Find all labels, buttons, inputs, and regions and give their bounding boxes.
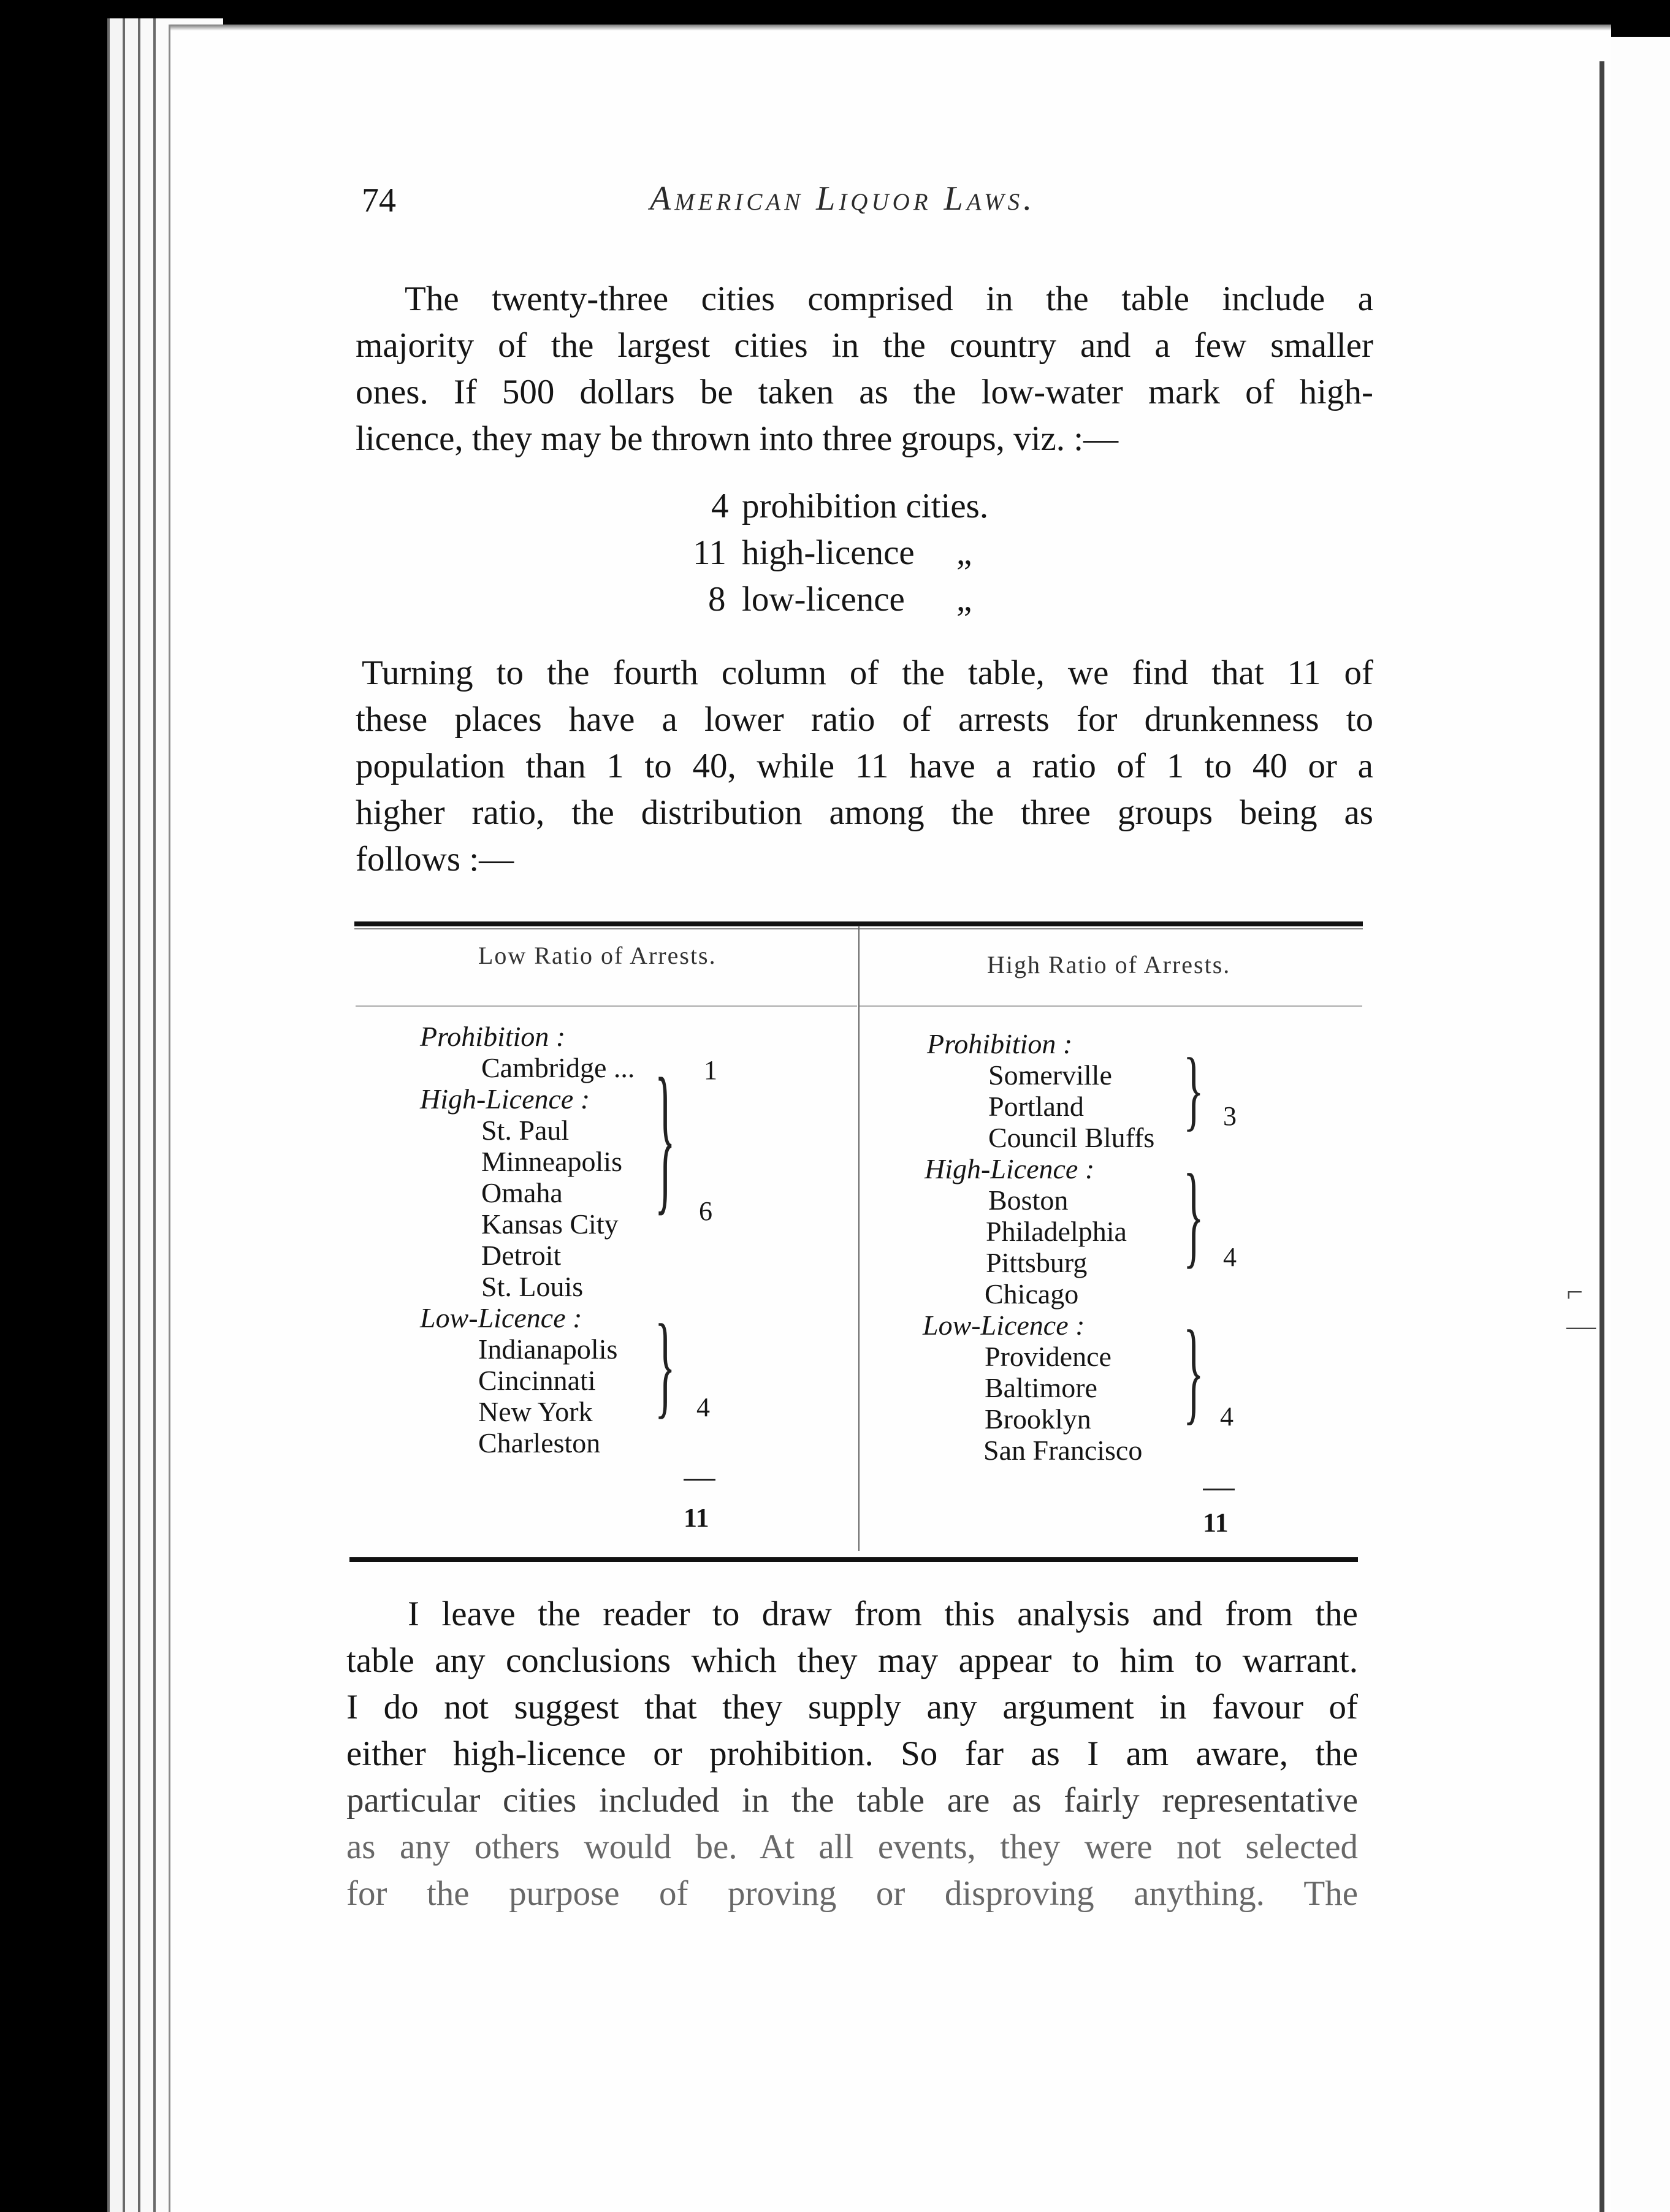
city-name: Baltimore <box>985 1372 1097 1403</box>
city-name: Providence <box>985 1341 1111 1372</box>
city-name: San Francisco <box>983 1435 1143 1466</box>
column-divider <box>858 926 860 1551</box>
city-name: Minneapolis <box>481 1146 622 1177</box>
text-line: follows :— <box>356 840 514 879</box>
city-name: Charleston <box>478 1427 601 1459</box>
running-title: American Liquor Laws. <box>650 180 1036 218</box>
right-brace: } <box>1183 1041 1204 1140</box>
column-heading-low: Low Ratio of Arrests. <box>478 942 717 969</box>
category-label: Prohibition : <box>420 1021 566 1052</box>
category-label: Prohibition : <box>927 1028 1073 1059</box>
ditto-mark: „ <box>956 580 972 619</box>
city-name: Detroit <box>481 1240 562 1271</box>
text-line: ones. If 500 dollars be taken as the low-water mark of high- <box>356 373 1373 411</box>
city-name: Cambridge ... <box>481 1052 635 1083</box>
text-line: higher ratio, the distribution among the three groups being as <box>356 793 1373 832</box>
group-count: 4 <box>696 1392 710 1422</box>
city-name: Chicago <box>985 1278 1079 1310</box>
city-name: Pittsburg <box>986 1247 1088 1278</box>
text-line: either high-licence or prohibition. So far as I am aware, the <box>346 1734 1358 1773</box>
column-total: 11 <box>1203 1508 1229 1538</box>
heading-rule <box>356 1005 857 1007</box>
group-label: prohibition cities. <box>742 487 989 525</box>
city-name: Kansas City <box>481 1208 619 1240</box>
group-count: 6 <box>699 1196 712 1226</box>
right-brace: } <box>655 1302 676 1430</box>
text-line: population than 1 to 40, while 11 have a ratio of 1 to 40 or a <box>356 747 1373 785</box>
column-total: 11 <box>684 1503 709 1533</box>
group-label: low-licence <box>742 580 905 619</box>
group-label: high-licence <box>742 533 915 572</box>
group-count: 8 <box>708 580 726 619</box>
paragraph-1 <box>356 276 1373 462</box>
city-name: Philadelphia <box>986 1216 1127 1247</box>
category-label: High-Licence : <box>925 1153 1095 1184</box>
ditto-mark: „ <box>956 533 972 572</box>
category-label: High-Licence : <box>420 1083 590 1115</box>
city-name: New York <box>478 1396 593 1427</box>
text-line: these places have a lower ratio of arrests for drunkenness to <box>356 700 1373 739</box>
city-name: Indianapolis <box>478 1333 618 1365</box>
category-label: Low-Licence : <box>420 1302 582 1333</box>
text-line: licence, they may be thrown into three groups, viz. :— <box>356 419 1119 458</box>
text-line: table any conclusions which they may appear to him to warrant. <box>346 1641 1358 1680</box>
group-count: 11 <box>693 533 726 572</box>
city-name: St. Paul <box>481 1115 570 1146</box>
total-rule <box>1203 1489 1235 1490</box>
facing-page-sliver <box>1604 37 1670 2212</box>
city-name: Boston <box>988 1184 1069 1216</box>
paragraph-2 <box>356 650 1373 883</box>
book-spine <box>1599 61 1604 2212</box>
city-name: Somerville <box>988 1059 1112 1091</box>
text-line: particular cities included in the table are as fairly representative <box>346 1781 1358 1820</box>
text-line: I do not suggest that they supply any argument in favour of <box>346 1688 1358 1726</box>
text-line: for the purpose of proving or disproving anything. The <box>346 1874 1358 1913</box>
text-line: I leave the reader to draw from this analysis and from the <box>408 1595 1358 1633</box>
page-number: 74 <box>362 181 396 219</box>
city-name: Cincinnati <box>478 1365 596 1396</box>
column-heading-high: High Ratio of Arrests. <box>987 951 1231 978</box>
heading-rule <box>860 1005 1362 1007</box>
city-name: Omaha <box>481 1177 563 1208</box>
table-bottom-rule <box>349 1557 1358 1562</box>
text-line: majority of the largest cities in the country and a few smaller <box>356 326 1373 365</box>
right-brace: } <box>1183 1152 1204 1280</box>
right-brace: } <box>1183 1308 1204 1436</box>
text-line: The twenty-three cities comprised in the table include a <box>405 280 1373 318</box>
group-count: 4 <box>1223 1242 1237 1272</box>
category-label: Low-Licence : <box>923 1310 1085 1341</box>
margin-mark: ⌐— <box>1566 1276 1596 1342</box>
text-line: as any others would be. At all events, they were not selected <box>346 1828 1358 1866</box>
group-count: 4 <box>711 487 729 525</box>
group-count: 4 <box>1220 1402 1233 1432</box>
group-count: 1 <box>704 1055 717 1085</box>
total-rule <box>684 1479 715 1481</box>
right-brace: } <box>655 1047 676 1232</box>
city-name: St. Louis <box>481 1271 584 1302</box>
page-top-shadow <box>170 25 1611 31</box>
paragraph-3 <box>346 1591 1358 1917</box>
city-name: Portland <box>988 1091 1084 1122</box>
group-count: 3 <box>1223 1101 1237 1131</box>
text-line: Turning to the fourth column of the table, we find that 11 of <box>362 654 1373 692</box>
city-name: Council Bluffs <box>988 1122 1155 1153</box>
city-name: Brooklyn <box>985 1403 1091 1435</box>
